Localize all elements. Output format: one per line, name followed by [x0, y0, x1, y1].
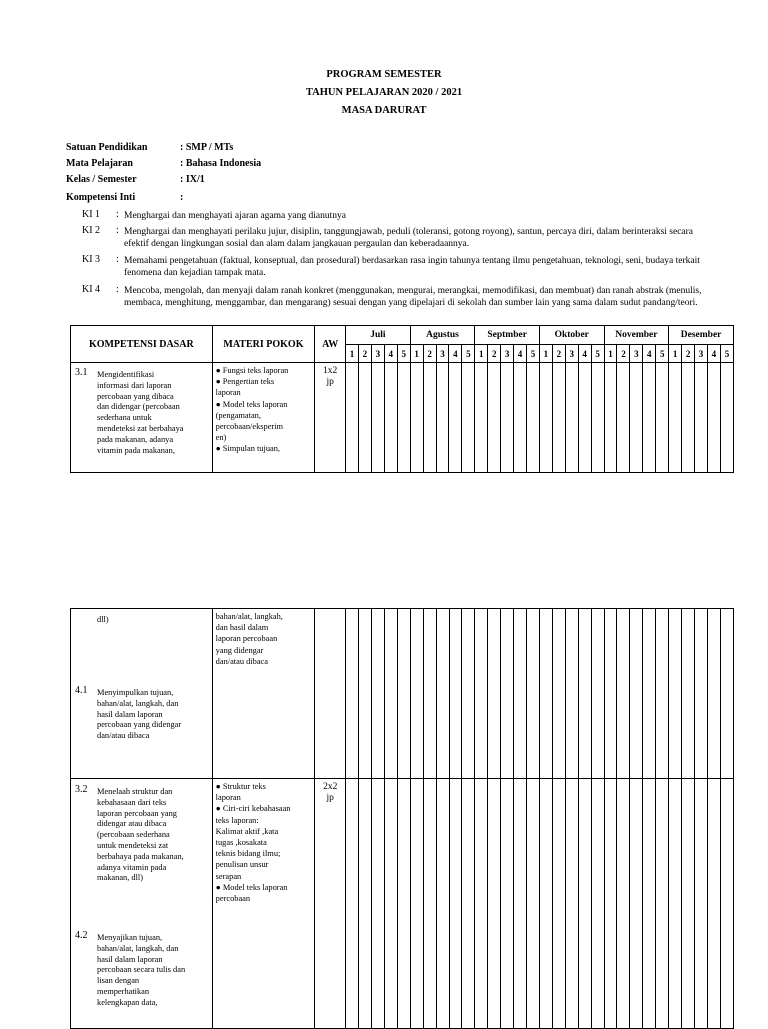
week-number: 1: [604, 345, 617, 363]
text-line: (pengamatan,: [215, 410, 261, 420]
month-4: November: [604, 326, 669, 345]
text-line: tugas ,kosakata: [215, 838, 267, 848]
week-cell: [359, 779, 372, 1029]
week-cell: [539, 363, 552, 473]
week-cell: [449, 609, 462, 779]
week-cell: [501, 609, 514, 779]
week-cell: [552, 779, 565, 1029]
mp-cell: [212, 609, 315, 779]
text-line: memperhatikan: [97, 986, 150, 996]
ki-text: Mencoba, mengolah, dan menyaji dalam ranah konkret (menggunakan, mengurai, merangkai, memodifikasi, dan membuat) dan ranah abstrak (menulis, membaca, menghitung, menggambar, dan mengarang) sesuai dengan yang dipelajari di sekolah dan sumber lain yang sama dalam sudut pandang/teori.: [124, 285, 702, 308]
week-cell: [397, 609, 410, 779]
text-line: didengar atau dibaca: [97, 819, 167, 829]
week-cell: [527, 363, 540, 473]
week-cell: [397, 363, 410, 473]
week-cell: [565, 363, 578, 473]
kd-text-continued: dll): [97, 615, 109, 624]
kd-cell: [71, 609, 213, 779]
week-cell: [643, 363, 656, 473]
week-number: 5: [720, 345, 733, 363]
aw-header: AW: [315, 326, 346, 363]
week-cell: [630, 609, 643, 779]
week-cell: [397, 779, 410, 1029]
week-number: 2: [358, 345, 371, 363]
week-number: 5: [656, 345, 669, 363]
week-cell: [720, 363, 733, 473]
text-line: Menyajikan tujuan,: [97, 933, 163, 942]
text-line: kelengkapan data,: [97, 997, 158, 1007]
text-line: adanya vitamin pada: [97, 862, 167, 872]
week-number: 2: [423, 345, 436, 363]
month-1: Agustus: [410, 326, 475, 345]
meta-label: Satuan Pendidikan: [66, 142, 148, 153]
text-line: berbahaya pada makanan,: [97, 851, 184, 861]
ki-text: Menghargai dan menghayati perilaku jujur, disiplin, tanggungjawab, peduli (toleransi, gotong royong), santun, percaya diri, dalam berinteraksi secara efektif dengan lingkungan sosial dan alam dalam jangkauan pergaulan dan keberadaannya.: [124, 226, 694, 249]
ki-colon: :: [116, 209, 119, 220]
week-cell: [591, 779, 604, 1029]
text-line: jp: [326, 377, 334, 387]
kd-cell: [71, 363, 213, 473]
meta-value: : SMP / MTs: [180, 142, 234, 153]
week-number: 4: [449, 345, 462, 363]
text-line: ● Simpulan tujuan,: [215, 444, 281, 454]
week-cell: [423, 609, 436, 779]
kd-number: 4.2: [75, 930, 88, 941]
week-number: 1: [346, 345, 359, 363]
kd-number: 3.1: [75, 367, 88, 378]
week-number: 5: [527, 345, 540, 363]
week-cell: [643, 779, 656, 1029]
week-cell: [578, 363, 591, 473]
week-number: 4: [384, 345, 397, 363]
week-number: 1: [669, 345, 682, 363]
week-cell: [695, 779, 708, 1029]
week-cell: [617, 779, 630, 1029]
kd-number: 4.1: [75, 685, 88, 696]
text-line: mendeteksi zat berbahaya: [97, 423, 184, 433]
text-line: percobaan yang dibaca: [97, 391, 174, 401]
text-line: dan hasil dalam: [215, 623, 269, 633]
week-number: 5: [397, 345, 410, 363]
week-cell: [527, 779, 540, 1029]
week-cell: [462, 779, 475, 1029]
meta-value: :: [180, 192, 184, 203]
text-line: Menelaah struktur dan: [97, 787, 173, 796]
week-cell: [565, 609, 578, 779]
week-cell: [384, 609, 397, 779]
week-cell: [346, 363, 359, 473]
text-line: Kalimat aktif ,kata: [215, 826, 279, 836]
text-line: percobaan secara tulis dan: [97, 965, 186, 975]
ki-text: Memahami pengetahuan (faktual, konseptual, dan prosedural) berdasarkan rasa ingin tahunya tentang ilmu pengetahuan, teknologi, seni, budaya terkait fenomena dan kejadian tampak mata.: [124, 255, 700, 278]
week-cell: [514, 609, 527, 779]
text-line: (percobaan sederhana: [97, 830, 170, 840]
kd-header: KOMPETENSI DASAR: [71, 326, 213, 363]
text-line: laporan: [215, 793, 241, 803]
text-line: 1x2: [323, 366, 338, 376]
week-number: 4: [578, 345, 591, 363]
text-line: sederhana untuk: [97, 413, 152, 423]
text-line: serapan: [215, 871, 242, 881]
week-cell: [359, 609, 372, 779]
week-number: 3: [695, 345, 708, 363]
week-number: 1: [410, 345, 423, 363]
text-line: Menyimpulkan tujuan,: [97, 688, 174, 697]
text-line: jp: [326, 793, 334, 803]
ki-colon: :: [116, 225, 119, 236]
week-cell: [371, 609, 384, 779]
week-cell: [436, 779, 449, 1029]
mp-header: MATERI POKOK: [212, 326, 315, 363]
text-line: ● Model teks laporan: [215, 882, 288, 892]
text-line: untuk mendeteksi zat: [97, 840, 169, 850]
kd-text: [97, 688, 205, 742]
ki-code: KI 3: [82, 254, 101, 265]
mp-cell: [212, 363, 315, 473]
text-line: Mengidentifikasi: [97, 370, 155, 379]
week-cell: [501, 779, 514, 1029]
week-cell: [682, 609, 695, 779]
week-number: 2: [682, 345, 695, 363]
week-cell: [604, 363, 617, 473]
week-cell: [669, 609, 682, 779]
program-semester-table-continued: [70, 608, 734, 1029]
text-line: ● Ciri-ciri kebahasaan: [215, 804, 291, 814]
week-cell: [423, 779, 436, 1029]
month-2: Septmber: [475, 326, 540, 345]
week-cell: [617, 363, 630, 473]
week-cell: [436, 363, 449, 473]
meta-label: Kompetensi Inti: [66, 192, 136, 203]
month-0: Juli: [346, 326, 411, 345]
text-line: dan didengar (percobaan: [97, 402, 180, 412]
text-line: ● Model teks laporan: [215, 399, 288, 409]
kd-cell: [71, 779, 213, 1029]
week-cell: [604, 779, 617, 1029]
kd-number: 3.2: [75, 784, 88, 795]
week-number: 4: [707, 345, 720, 363]
text-line: percobaan yang didengar: [97, 720, 182, 730]
text-line: ● Struktur teks: [215, 782, 266, 791]
week-cell: [475, 363, 488, 473]
week-cell: [539, 779, 552, 1029]
week-cell: [358, 363, 371, 473]
week-cell: [720, 779, 733, 1029]
week-number: 2: [617, 345, 630, 363]
week-cell: [449, 779, 462, 1029]
kd-text: [97, 933, 205, 1009]
week-cell: [527, 609, 540, 779]
week-cell: [630, 363, 643, 473]
title-masa-darurat: MASA DARURAT: [341, 105, 427, 116]
week-cell: [462, 363, 475, 473]
week-cell: [669, 779, 682, 1029]
week-cell: [656, 609, 669, 779]
ki-code: KI 2: [82, 225, 101, 236]
week-cell: [410, 363, 423, 473]
text-line: makanan, dll): [97, 873, 144, 883]
week-cell: [346, 779, 359, 1029]
ki-code: KI 4: [82, 284, 101, 295]
text-line: hasil dalam laporan: [97, 954, 163, 964]
week-cell: [488, 779, 501, 1029]
week-cell: [552, 609, 565, 779]
week-cell: [656, 779, 669, 1029]
week-cell: [436, 609, 449, 779]
week-number: 3: [630, 345, 643, 363]
meta-value: : IX/1: [180, 174, 205, 185]
text-line: informasi dari laporan: [97, 380, 172, 390]
week-cell: [578, 779, 591, 1029]
week-cell: [720, 609, 733, 779]
month-3: Oktober: [539, 326, 604, 345]
text-line: bahan/alat, langkah, dan: [97, 698, 179, 708]
week-cell: [423, 363, 436, 473]
week-cell: [384, 363, 397, 473]
text-line: teks laporan:: [215, 815, 259, 825]
ki-text: Menghargai dan menghayati ajaran agama yang dianutnya: [124, 210, 346, 221]
week-cell: [410, 609, 423, 779]
week-number: 3: [501, 345, 514, 363]
week-cell: [449, 363, 462, 473]
mp-cell: [212, 779, 315, 1029]
text-line: yang didengar: [215, 645, 264, 655]
week-cell: [346, 609, 359, 779]
week-cell: [682, 363, 695, 473]
program-semester-table-top: [70, 325, 734, 473]
week-number: 3: [371, 345, 384, 363]
text-line: teknis bidang ilmu;: [215, 849, 281, 859]
text-line: bahan/alat, langkah, dan: [97, 943, 179, 953]
week-cell: [695, 363, 708, 473]
text-line: hasil dalam laporan: [97, 709, 163, 719]
week-cell: [488, 363, 501, 473]
week-cell: [591, 609, 604, 779]
text-line: ● Fungsi teks laporan: [215, 366, 289, 375]
week-cell: [617, 609, 630, 779]
text-line: percobaan/eksperim: [215, 422, 284, 432]
week-cell: [462, 609, 475, 779]
meta-value: : Bahasa Indonesia: [180, 158, 262, 169]
week-cell: [384, 779, 397, 1029]
text-line: 2x2: [323, 782, 338, 792]
week-cell: [371, 779, 384, 1029]
text-line: laporan percobaan yang: [97, 808, 177, 818]
text-line: penulisan unsur: [215, 860, 269, 870]
week-cell: [604, 609, 617, 779]
week-cell: [682, 779, 695, 1029]
month-5: Desember: [669, 326, 734, 345]
week-cell: [410, 779, 423, 1029]
week-cell: [565, 779, 578, 1029]
week-cell: [695, 609, 708, 779]
week-number: 3: [436, 345, 449, 363]
ki-colon: :: [116, 254, 119, 265]
kd-text: [97, 370, 205, 456]
text-line: dan/atau dibaca: [97, 731, 150, 741]
title-tahun-pelajaran: TAHUN PELAJARAN 2020 / 2021: [305, 87, 463, 98]
week-number: 4: [514, 345, 527, 363]
text-line: ● Pengertian teks: [215, 377, 275, 387]
week-cell: [630, 779, 643, 1029]
text-line: laporan: [215, 388, 241, 398]
week-cell: [707, 779, 720, 1029]
week-cell: [656, 363, 669, 473]
week-cell: [539, 609, 552, 779]
week-cell: [552, 363, 565, 473]
week-cell: [707, 363, 720, 473]
week-cell: [514, 363, 527, 473]
week-cell: [514, 779, 527, 1029]
text-line: dan/atau dibaca: [215, 656, 268, 666]
week-number: 2: [488, 345, 501, 363]
text-line: lisan dengan: [97, 976, 140, 986]
week-cell: [643, 609, 656, 779]
ki-code: KI 1: [82, 209, 101, 220]
text-line: bahan/alat, langkah,: [215, 612, 283, 621]
week-cell: [578, 609, 591, 779]
meta-label: Kelas / Semester: [66, 174, 137, 185]
week-number: 1: [539, 345, 552, 363]
week-number: 1: [475, 345, 488, 363]
week-number: 5: [462, 345, 475, 363]
text-line: en): [215, 433, 227, 443]
week-cell: [371, 363, 384, 473]
week-cell: [591, 363, 604, 473]
week-cell: [669, 363, 682, 473]
ki-colon: :: [116, 284, 119, 295]
text-line: laporan percobaan: [215, 634, 278, 644]
week-cell: [475, 779, 488, 1029]
text-line: pada makanan, adanya: [97, 434, 174, 444]
week-cell: [475, 609, 488, 779]
week-number: 2: [552, 345, 565, 363]
aw-cell: [315, 609, 346, 779]
text-line: vitamin pada makanan,: [97, 445, 175, 455]
title-program-semester: PROGRAM SEMESTER: [326, 69, 442, 80]
week-cell: [707, 609, 720, 779]
meta-label: Mata Pelajaran: [66, 158, 133, 169]
aw-cell: [315, 779, 346, 1029]
aw-cell: [315, 363, 346, 473]
week-cell: [488, 609, 501, 779]
text-line: percobaan: [215, 894, 251, 904]
week-number: 3: [565, 345, 578, 363]
week-number: 5: [591, 345, 604, 363]
week-number: 4: [643, 345, 656, 363]
kd-text: [97, 787, 205, 884]
text-line: kebahasaan dari teks: [97, 797, 167, 807]
week-cell: [501, 363, 514, 473]
